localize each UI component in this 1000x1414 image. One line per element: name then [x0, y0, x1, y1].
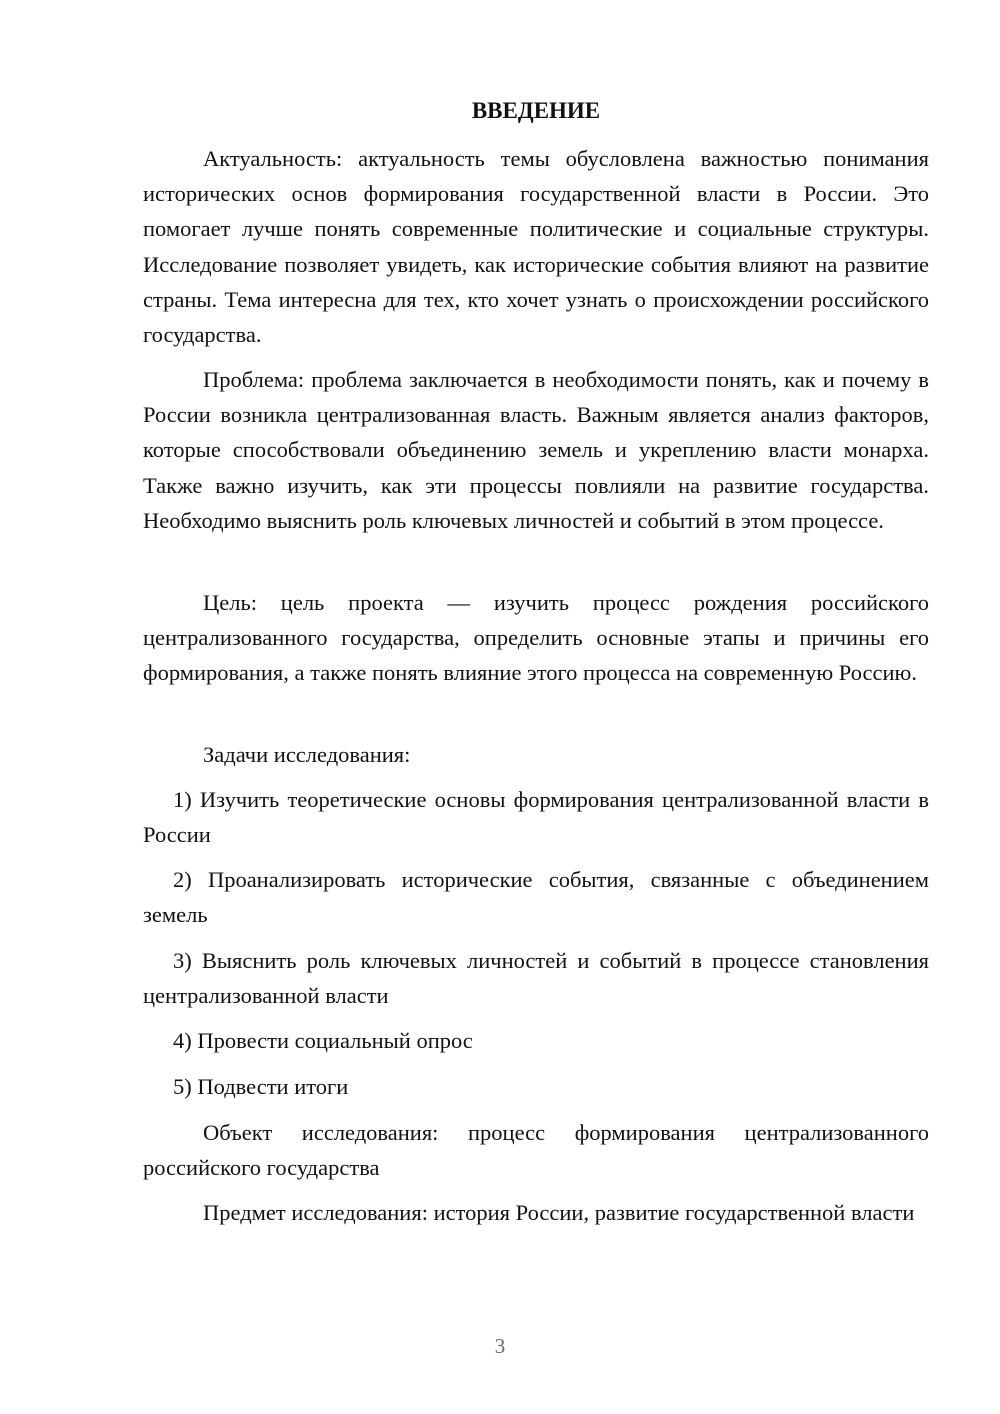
- task-item-4: 4) Провести социальный опрос: [173, 1028, 473, 1053]
- object-paragraph: Объект исследования: процесс формирования централизованного российского государства: [143, 1120, 929, 1181]
- task-item-3: 3) Выяснить роль ключевых личностей и событий в процессе становления централизованной власти: [143, 948, 929, 1009]
- problem-paragraph: Проблема: проблема заключается в необходимости понять, как и почему в России возникла централизованная власть. Важным является анализ факторов, которые способствовали объединению земель и укреплению власти монарха. Также важно изучить, как эти процессы повлияли на развитие государства. Необходимо выяснить роль ключевых личностей и событий в этом процессе.: [143, 367, 929, 533]
- goal-paragraph: Цель: цель проекта — изучить процесс рождения российского централизованного государства, определить основные этапы и причины его формирования, а также понять влияние этого процесса на современную Россию.: [143, 590, 929, 686]
- task-item-2: 2) Проанализировать исторические события, связанные с объединением земель: [143, 867, 929, 928]
- page-number: 3: [494, 1334, 506, 1358]
- tasks-heading: Задачи исследования:: [203, 742, 411, 767]
- task-item-1: 1) Изучить теоретические основы формирования централизованной власти в России: [143, 787, 929, 848]
- subject-paragraph: Предмет исследования: история России, развитие государственной власти: [203, 1200, 915, 1225]
- page-title: ВВЕДЕНИЕ: [471, 98, 601, 123]
- relevance-paragraph: Актуальность: актуальность темы обусловлена важностью понимания исторических основ формирования государственной власти в России. Это помогает лучше понять современные политические и социальные структуры. Исследование позволяет увидеть, как исторические события влияют на развитие страны. Тема интересна для тех, кто хочет узнать о происхождении российского государства.: [143, 146, 929, 348]
- task-item-5: 5) Подвести итоги: [173, 1074, 349, 1099]
